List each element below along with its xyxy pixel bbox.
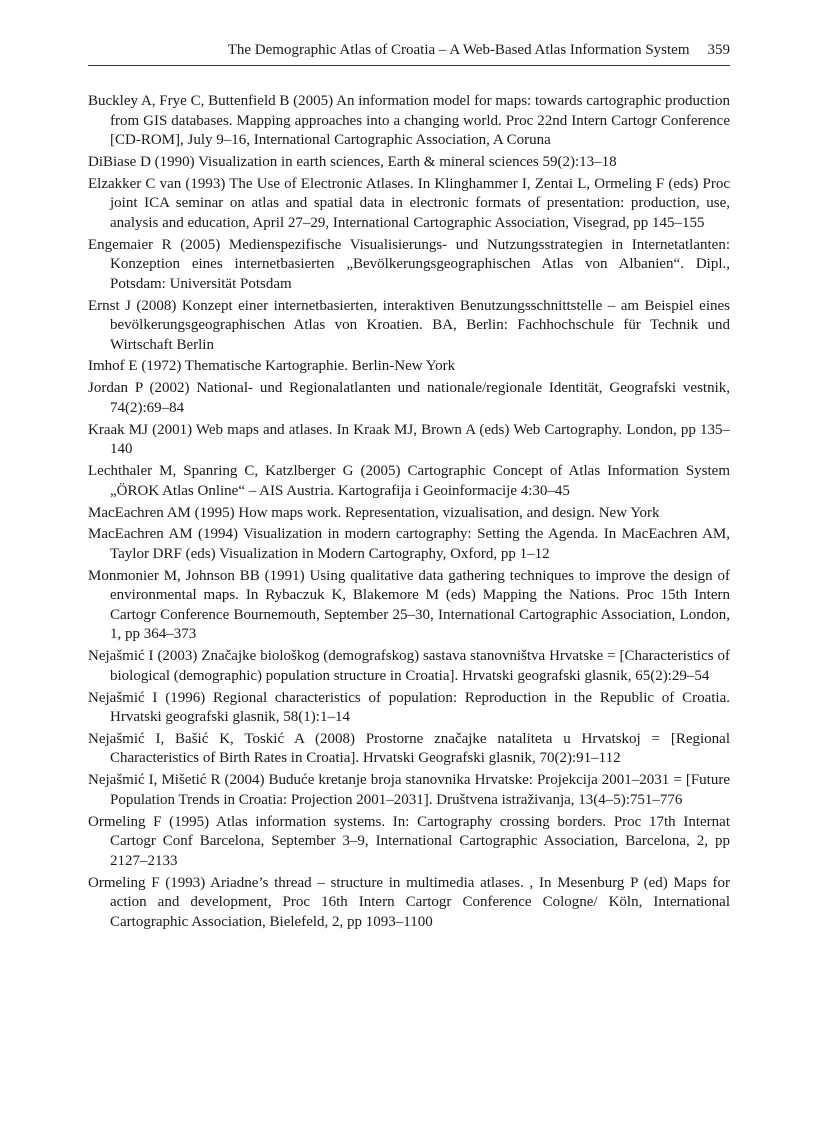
reference-entry: Nejašmić I (1996) Regional characteristics of population: Reproduction in the Republic of Croatia. Hrvatski geografski glasnik, 58(1):1–14 bbox=[88, 689, 730, 726]
running-header bbox=[88, 40, 730, 66]
running-title: The Demographic Atlas of Croatia – A Web-Based Atlas Information System bbox=[227, 42, 690, 58]
reference-entry: Imhof E (1972) Thematische Kartographie. Berlin-New York bbox=[88, 358, 456, 375]
reference-list bbox=[88, 92, 730, 932]
reference-entry: Monmonier M, Johnson BB (1991) Using qualitative data gathering techniques to improve the design of environmental maps. In Rybaczuk K, Blakemore M (eds) Mapping the Nations. Proc 15th Intern Cartogr Conference Bournemouth, September 25–30, International Cartographic Association, London, 1, pp 364–373 bbox=[88, 567, 730, 643]
reference-entry: Kraak MJ (2001) Web maps and atlases. In Kraak MJ, Brown A (eds) Web Cartography. London, pp 135–140 bbox=[88, 421, 730, 458]
reference-entry: Nejašmić I, Mišetić R (2004) Buduće kretanje broja stanovnika Hrvatske: Projekcija 2001–2031 = [Future Population Trends in Croatia: Projection 2001–2031]. Društvena istraživanja, 13(4–5):751–776 bbox=[88, 772, 730, 808]
reference-entry: Ormeling F (1995) Atlas information systems. In: Cartography crossing borders. Proc 17th Internat Cartogr Conf Barcelona, September 3–9, International Cartographic Association, Barcelona, 2, pp 2127–2133 bbox=[88, 813, 730, 869]
reference-entry: Jordan P (2002) National- und Regionalatlanten und nationale/regionale Identität, Geografski vestnik, 74(2):69–84 bbox=[88, 380, 730, 416]
reference-entry: MacEachren AM (1995) How maps work. Representation, vizualisation, and design. New York bbox=[88, 504, 660, 521]
reference-entry: Ormeling F (1993) Ariadne’s thread – structure in multimedia atlases. , In Mesenburg P (ed) Maps for action and development, Proc 16th Intern Cartogr Conference Cologne/ Köln, International Cartographic Association, Bielefeld, 2, pp 1093–1100 bbox=[88, 874, 730, 930]
reference-entry: Ernst J (2008) Konzept einer internetbasierten, interaktiven Benutzungsschnittstelle – am Beispiel eines bevölkerungsgeographischen Atlas von Kroatien. BA, Berlin: Fachhochschule für Technik und Wirtschaft Berlin bbox=[88, 297, 730, 353]
reference-entry: Lechthaler M, Spanring C, Katzlberger G (2005) Cartographic Concept of Atlas Information System „ÖROK Atlas Online“ – AIS Austria. Kartografija i Geoinformacije 4:30–45 bbox=[88, 463, 730, 499]
reference-entry: Nejašmić I, Bašić K, Toskić A (2008) Prostorne značajke nataliteta u Hrvatskoj = [Regional Characteristics of Birth Rates in Croatia]. Hrvatski Geografski glasnik, 70(2):91–112 bbox=[88, 730, 730, 767]
reference-entry: MacEachren AM (1994) Visualization in modern cartography: Setting the Agenda. In MacEachren AM, Taylor DRF (eds) Visualization in Modern Cartography, Oxford, pp 1–12 bbox=[88, 526, 730, 562]
reference-entry: Elzakker C van (1993) The Use of Electronic Atlases. In Klinghammer I, Zentai L, Ormeling F (eds) Proc joint ICA seminar on atlas and spatial data in electronic formats of presentation: production, use, analysis and education, April 27–29, International Cartographic Association, Visegrad, pp 145–155 bbox=[88, 175, 730, 231]
reference-entry: Buckley A, Frye C, Buttenfield B (2005) An information model for maps: towards cartographic production from GIS databases. Mapping approaches into a changing world. Proc 22nd Intern Cartogr Conference [CD-ROM], July 9–16, International Cartographic Association, A Coruna bbox=[88, 93, 730, 148]
reference-entry: Nejašmić I (2003) Značajke biološkog (demografskog) sastava stanovništva Hrvatske = [Characteristics of biological (demographic) population structure in Croatia]. Hrvatski geografski glasnik, 65(2):29–54 bbox=[88, 648, 730, 684]
book-page bbox=[88, 40, 730, 935]
reference-entry: DiBiase D (1990) Visualization in earth sciences, Earth & mineral sciences 59(2):13–18 bbox=[88, 153, 617, 170]
reference-entry: Engemaier R (2005) Medienspezifische Visualisierungs- und Nutzungsstrategien in Internetatlanten: Konzeption eines internetbasierten „Bevölkerungsgeographischen Atlas von Albanien“. Dipl., Potsdam: Universität Potsdam bbox=[88, 236, 730, 292]
page-number: 359 bbox=[707, 42, 730, 58]
